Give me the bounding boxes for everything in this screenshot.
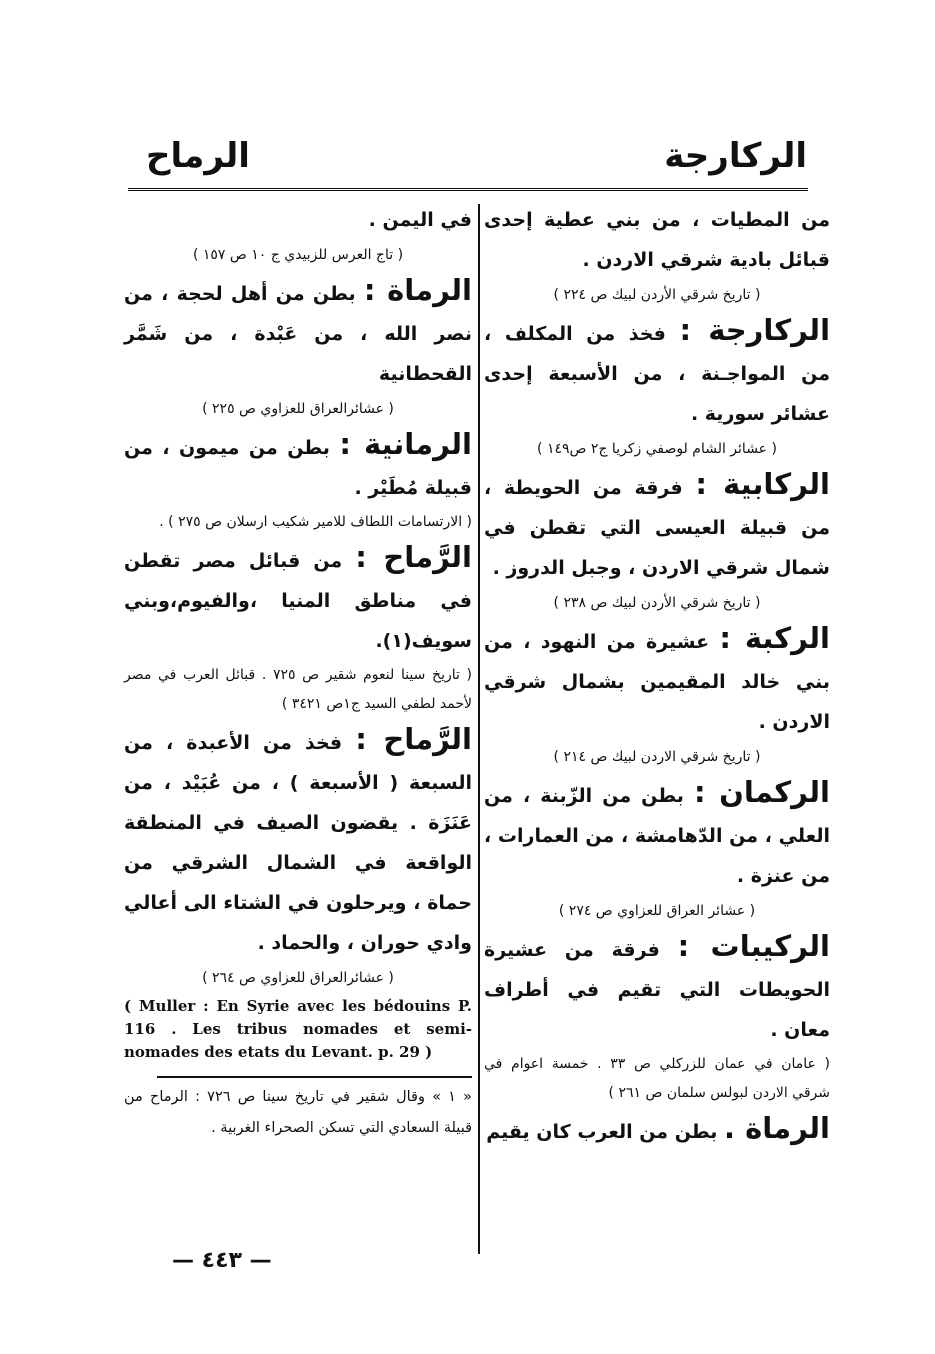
entry-text: عشيرة من النهود ، من بني خالد المقيمين بشمال شرقي الاردن .	[484, 631, 830, 733]
entry-text: بطن من ميمون ، من قبيلة مُطَيْر .	[124, 437, 472, 499]
source-reference: ( تاج العرس للزبيدي ج ١٠ ص ١٥٧ )	[192, 247, 404, 263]
page-number: — ٤٤٣ —	[172, 1248, 272, 1273]
entry-term: الرماة :	[363, 273, 473, 307]
entry-paragraph	[124, 537, 472, 661]
entry-text: بطن من العرب كان يقيم	[486, 1121, 725, 1143]
entry-text: بطن من أهل لحجة ، من نصر الله ، من عَبْدة ، من شَمَّر القحطانية	[124, 283, 472, 385]
entry-term: الرَّماح :	[355, 722, 472, 756]
entry-term: الركابية :	[695, 467, 830, 501]
running-header-right: الركارجة	[664, 136, 807, 176]
source-reference: ( تاريخ شرقي الأردن لبيك ص ٢٣٨ )	[553, 595, 761, 611]
source-reference: ( تاريخ شرقي الأردن لبيك ص ٢٢٤ )	[553, 287, 761, 303]
footnote-rule	[157, 1076, 472, 1078]
latin-reference: ( Muller : En Syrie avec les bédouins P. 116 . Les tribus nomades et semi-nomades des etats du Levant. p. 29 )	[124, 997, 472, 1061]
source-reference: ( عشائرالعراق للعزاوي ص ٢٢٥ )	[202, 401, 394, 417]
entry-paragraph	[484, 926, 830, 1050]
footnote: « ١ » وقال شقير في تاريخ سينا ص ٧٢٦ : الرماح من قبيلة السعادي التي تسكن الصحراء الغربية .	[124, 1089, 472, 1136]
source-reference: ( عشائر الشام لوصفي زكريا ج٢ ص١٤٩ )	[537, 441, 777, 457]
entry-paragraph	[124, 424, 472, 508]
source-reference: ( الارتسامات اللطاف للامير شكيب ارسلان ص ٢٧٥ ) .	[159, 514, 472, 530]
entry-term: الركبة :	[719, 621, 830, 655]
entry-paragraph	[484, 618, 830, 742]
source-reference: ( عشائرالعراق للعزاوي ص ٢٦٤ )	[202, 970, 394, 986]
entry-paragraph	[484, 772, 830, 896]
entry-term: الركيبات :	[677, 929, 830, 963]
entry-text: بطن من الزّبنة ، من العلي ، من الدّهامشة ، من العمارات ، من عنزة .	[484, 785, 830, 887]
entry-paragraph	[484, 1108, 830, 1152]
right-column	[484, 200, 830, 1152]
entry-text: فخذ من الأعبدة ، من السبعة ( الأسبعة ) ، من عُبَيْد ، من عَنَزَة . يقضون الصيف في المنطقة الواقعة في الشمال الشرقي من حماة ، ويرحلون في الشتاء الى أعالي وادي حوران ، والحماد .	[124, 732, 472, 954]
left-column	[124, 200, 472, 1144]
source-reference: ( عشائر العراق للعزاوي ص ٢٧٤ )	[558, 903, 756, 919]
entry-term: الرمانية :	[339, 427, 472, 461]
entry-text: فرقة من عشيرة الحويطات التي تقيم في أطراف معان .	[484, 939, 830, 1041]
entry-text: فخذ من المكلف ، من المواجـنة ، من الأسبعة إحدى عشائر سورية .	[484, 323, 830, 425]
entry-term: الرَّماح :	[355, 540, 473, 574]
entry-term: الرماة .	[724, 1111, 830, 1145]
entry-paragraph	[484, 464, 830, 588]
entry-term: الركمان :	[694, 775, 831, 809]
entry-paragraph	[124, 270, 472, 394]
entry-text: من المطيات ، من بني عطية إحدى قبائل بادية شرقي الاردن .	[484, 209, 830, 271]
source-reference: ( تاريخ شرقي الاردن لبيك ص ٢١٤ )	[553, 749, 761, 765]
entry-paragraph	[124, 719, 472, 963]
source-reference: ( عامان في عمان للزركلي ص ٣٣ . خمسة اعوام في شرقي الاردن لبولس سلمان ص ٢٦١ )	[484, 1056, 831, 1101]
entry-paragraph	[484, 200, 830, 280]
entry-text: في اليمن .	[368, 209, 472, 231]
entry-paragraph	[124, 200, 472, 240]
column-divider	[478, 204, 480, 1254]
running-header-left: الرماح	[146, 136, 250, 176]
left-entries	[124, 200, 472, 993]
entry-text: فرقة من الحويطة ، من قبيلة العيسى التي تقطن في شمال شرقي الاردن ، وجبل الدروز .	[484, 477, 830, 579]
entry-term: الركارجة :	[679, 313, 831, 347]
header-rule	[128, 188, 808, 191]
source-reference: ( تاريخ سينا لنعوم شقير ص ٧٢٥ . قبائل العرب في مصر لأحمد لطفي السيد ج١ص ٣٤٢١ )	[124, 667, 473, 712]
entry-text: من قبائل مصر تقطن في مناطق المنيا ،والفيوم،وبني سويف(١).	[124, 550, 472, 652]
entry-paragraph	[484, 310, 830, 434]
